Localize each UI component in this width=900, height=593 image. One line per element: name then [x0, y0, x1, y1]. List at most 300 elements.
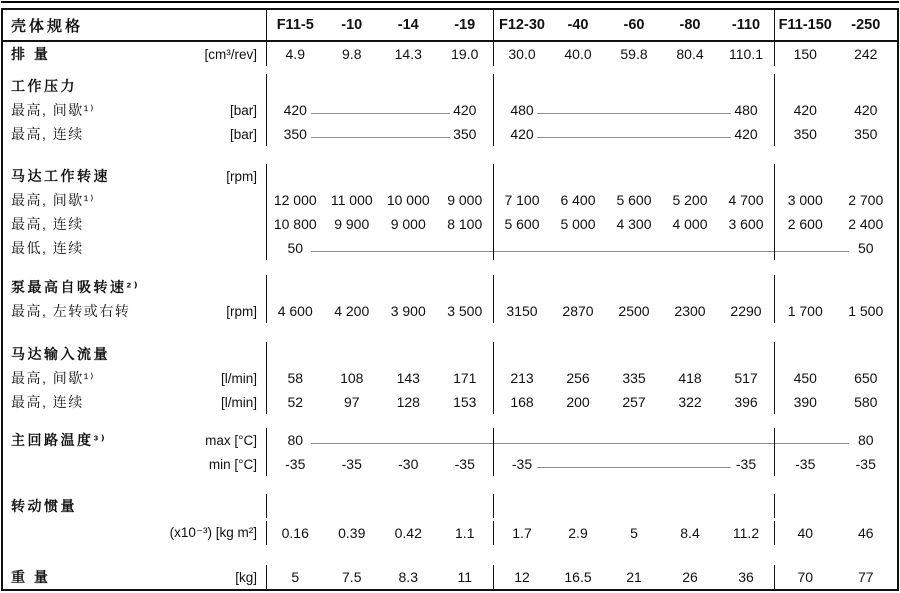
- row-label-cell: [3, 74, 266, 98]
- spec-value-cell: 1 500: [848, 303, 884, 319]
- continuation-rule: [649, 137, 731, 138]
- spec-value-cell: [494, 428, 550, 452]
- spec-row: [3, 494, 897, 518]
- spec-group-2: [493, 390, 774, 414]
- spec-group-1: [266, 188, 493, 212]
- spec-group-2: [493, 212, 774, 236]
- spec-group-1: [266, 74, 493, 98]
- row-label: 最高, 左转或右转: [11, 303, 131, 319]
- spec-group-3: [774, 366, 896, 390]
- spec-value-cell: [267, 342, 324, 366]
- spec-value-cell: 11.2: [732, 525, 760, 541]
- top-rule: [1, 1, 899, 3]
- spec-value-cell: [718, 275, 774, 299]
- spec-group-1: [266, 164, 493, 188]
- continuation-rule: [367, 137, 450, 138]
- spec-value-cell: [494, 236, 550, 260]
- spec-value-cell: [380, 122, 437, 146]
- spec-row: [3, 188, 897, 212]
- row-label: 转动惯量: [11, 498, 77, 514]
- row-label-cell: [3, 494, 266, 518]
- row-spacer: [3, 545, 897, 565]
- spec-group-1: [266, 494, 493, 518]
- row-label: 泵最高自吸转速²⁾: [11, 279, 141, 295]
- row-label: 最高, 连续: [11, 216, 84, 232]
- spec-value-cell: 30.0: [508, 46, 536, 62]
- spec-value-cell: 418: [678, 370, 702, 386]
- spec-value-cell: 7 100: [504, 192, 540, 208]
- spec-value-cell: [606, 428, 662, 452]
- spec-value-cell: 7.5: [342, 569, 362, 585]
- spec-group-1: [266, 452, 493, 476]
- spec-group-2: [493, 565, 774, 589]
- spec-value-cell: [836, 275, 897, 299]
- column-header-cell: -19: [454, 17, 476, 33]
- spec-value-cell: 5 000: [560, 216, 596, 232]
- spec-value-cell: [380, 164, 437, 188]
- spec-value-cell: [324, 236, 381, 260]
- spec-row: [3, 122, 897, 146]
- spec-value-cell: 5 600: [504, 216, 540, 232]
- spec-group-2: [493, 366, 774, 390]
- spec-value-cell: [380, 275, 437, 299]
- spec-value-cell: [662, 74, 718, 98]
- page-title: 壳体规格: [11, 17, 84, 35]
- spec-value-cell: [606, 494, 662, 518]
- spec-value-cell: [437, 494, 494, 518]
- spec-value-cell: 4 600: [277, 303, 313, 319]
- spec-group-2: [493, 10, 774, 40]
- row-label-cell: [3, 299, 266, 323]
- spec-value-cell: 0.42: [394, 525, 422, 541]
- spec-value-cell: 3 900: [390, 303, 426, 319]
- spec-group-1: [266, 10, 493, 40]
- spec-group-2: [493, 342, 774, 366]
- spec-value-cell: 322: [678, 394, 702, 410]
- spec-group-3: [774, 74, 896, 98]
- row-label-cell: [3, 366, 266, 390]
- spec-value-cell: 3 600: [728, 216, 764, 232]
- spec-value-cell: 2300: [674, 303, 706, 319]
- column-header-cell: -60: [623, 17, 645, 33]
- continuation-rule: [424, 443, 494, 444]
- row-unit: [rpm]: [226, 303, 257, 319]
- spec-row: [3, 275, 897, 299]
- spec-value-cell: 0.16: [281, 525, 309, 541]
- spec-value-cell: 40.0: [564, 46, 592, 62]
- spec-rows: [3, 42, 897, 589]
- row-label-cell: [3, 275, 266, 299]
- continuation-rule: [774, 251, 849, 252]
- spec-value-cell: 59.8: [620, 46, 648, 62]
- spec-value-cell: 2290: [730, 303, 762, 319]
- spec-value-cell: [718, 494, 774, 518]
- spec-group-2: [493, 275, 774, 299]
- spec-value-cell: [494, 74, 550, 98]
- spec-value-cell: [550, 428, 606, 452]
- row-unit: [bar]: [229, 102, 257, 118]
- spec-group-2: [493, 236, 774, 260]
- spec-group-2: [493, 521, 774, 545]
- spec-group-1: [266, 236, 493, 260]
- spec-row: [3, 565, 897, 589]
- spec-value-cell: 450: [793, 370, 817, 386]
- row-label: 最高, 间歇¹⁾: [11, 370, 95, 386]
- spec-value-cell: [437, 275, 494, 299]
- row-unit: [rpm]: [226, 168, 257, 184]
- row-label: 工作压力: [11, 78, 77, 94]
- spec-value-cell: [662, 342, 718, 366]
- spec-value-cell: 580: [854, 394, 878, 410]
- spec-value-cell: [494, 164, 550, 188]
- spec-value-cell: [550, 122, 606, 146]
- spec-value-cell: 350: [854, 126, 878, 142]
- spec-group-1: [266, 521, 493, 545]
- spec-value-cell: [775, 342, 836, 366]
- spec-value-cell: 171: [453, 370, 477, 386]
- row-label: 马达工作转速: [11, 168, 110, 184]
- spec-value-cell: [775, 236, 836, 260]
- spec-value-cell: [437, 428, 494, 452]
- spec-group-2: [493, 494, 774, 518]
- row-label: 重 量: [11, 569, 51, 585]
- spec-value-cell: [380, 494, 437, 518]
- row-spacer: [3, 146, 897, 164]
- spec-group-2: [493, 42, 774, 66]
- spec-row: [3, 390, 897, 414]
- spec-table: [1, 8, 899, 591]
- spec-value-cell: [437, 236, 494, 260]
- spec-value-cell: [550, 236, 606, 260]
- spec-value-cell: 650: [854, 370, 878, 386]
- spec-value-cell: 153: [453, 394, 477, 410]
- spec-row: [3, 74, 897, 98]
- column-header-cell: -14: [397, 17, 419, 33]
- spec-value-cell: 350: [283, 126, 307, 142]
- spec-group-3: [774, 494, 896, 518]
- spec-value-cell: 52: [287, 394, 304, 410]
- spec-group-3: [774, 188, 896, 212]
- spec-value-cell: 350: [453, 126, 477, 142]
- spec-value-cell: [380, 342, 437, 366]
- continuation-rule: [649, 467, 731, 468]
- spec-value-cell: 4 200: [334, 303, 370, 319]
- spec-value-cell: 420: [283, 102, 307, 118]
- column-header-cell: -110: [731, 17, 761, 33]
- continuation-rule: [649, 113, 731, 114]
- spec-value-cell: -35: [285, 456, 306, 472]
- spec-value-cell: [662, 98, 718, 122]
- spec-value-cell: [662, 122, 718, 146]
- spec-value-cell: [437, 342, 494, 366]
- spec-value-cell: [718, 236, 774, 260]
- spec-group-1: [266, 42, 493, 66]
- spec-group-3: [774, 10, 896, 40]
- spec-value-cell: [606, 164, 662, 188]
- spec-group-3: [774, 299, 896, 323]
- spec-value-cell: 19.0: [451, 46, 479, 62]
- spec-value-cell: [718, 428, 774, 452]
- spec-value-cell: 14.3: [394, 46, 422, 62]
- spec-value-cell: [550, 494, 606, 518]
- spec-value-cell: 5: [291, 569, 300, 585]
- spec-group-3: [774, 236, 896, 260]
- spec-value-cell: [662, 164, 718, 188]
- spec-value-cell: [324, 164, 381, 188]
- spec-value-cell: 3 500: [447, 303, 483, 319]
- spec-value-cell: 3150: [506, 303, 538, 319]
- spec-value-cell: 143: [396, 370, 420, 386]
- spec-row: [3, 42, 897, 66]
- spec-value-cell: 11: [457, 569, 473, 585]
- spec-value-cell: 4.9: [285, 46, 305, 62]
- spec-value-cell: [718, 342, 774, 366]
- row-label-cell: [3, 565, 266, 589]
- row-unit: [kg]: [235, 569, 257, 585]
- spec-group-1: [266, 366, 493, 390]
- row-unit: [bar]: [229, 126, 257, 142]
- spec-group-3: [774, 98, 896, 122]
- spec-value-cell: 390: [793, 394, 817, 410]
- column-header-cell: -80: [679, 17, 701, 33]
- spec-value-cell: [836, 342, 897, 366]
- continuation-rule: [367, 113, 450, 114]
- spec-value-cell: [662, 494, 718, 518]
- spec-value-cell: 2500: [618, 303, 650, 319]
- row-label-cell: [3, 452, 266, 476]
- spec-group-3: [774, 565, 896, 589]
- spec-value-cell: [550, 275, 606, 299]
- spec-value-cell: [324, 342, 381, 366]
- row-label-cell: [3, 122, 266, 146]
- spec-value-cell: 40: [797, 525, 814, 541]
- spec-value-cell: 420: [510, 126, 534, 142]
- spec-value-cell: [324, 98, 381, 122]
- row-label-cell: [3, 188, 266, 212]
- spec-value-cell: 80: [857, 432, 874, 448]
- spec-group-2: [493, 428, 774, 452]
- spec-value-cell: 335: [622, 370, 646, 386]
- spec-value-cell: 8.4: [680, 525, 700, 541]
- row-unit: (x10⁻³) [kg m²]: [169, 525, 257, 540]
- row-spacer: [3, 260, 897, 275]
- spec-value-cell: [662, 452, 718, 476]
- spec-group-1: [266, 390, 493, 414]
- row-unit: [l/min]: [220, 370, 257, 386]
- spec-value-cell: [267, 494, 324, 518]
- spec-value-cell: [606, 236, 662, 260]
- spec-value-cell: [662, 275, 718, 299]
- spec-value-cell: [550, 98, 606, 122]
- spec-value-cell: -30: [398, 456, 419, 472]
- spec-value-cell: [267, 164, 324, 188]
- spec-value-cell: 2 600: [787, 216, 823, 232]
- spec-value-cell: 110.1: [729, 46, 763, 62]
- spec-value-cell: [836, 494, 897, 518]
- column-header-cell: -250: [851, 17, 881, 33]
- row-spacer: [3, 414, 897, 428]
- spec-value-cell: 70: [797, 569, 814, 585]
- spec-value-cell: [718, 74, 774, 98]
- spec-value-cell: [775, 275, 836, 299]
- spec-group-3: [774, 122, 896, 146]
- spec-group-2: [493, 164, 774, 188]
- spec-value-cell: 9 000: [390, 216, 426, 232]
- continuation-rule: [774, 443, 849, 444]
- spec-value-cell: 80.4: [676, 46, 704, 62]
- row-label: 排 量: [11, 46, 51, 62]
- row-label: 马达输入流量: [11, 346, 110, 362]
- column-header-cell: -40: [567, 17, 589, 33]
- spec-group-3: [774, 521, 896, 545]
- spec-value-cell: 350: [793, 126, 817, 142]
- spec-value-cell: [606, 122, 662, 146]
- spec-value-cell: [836, 74, 897, 98]
- spec-row: [3, 342, 897, 366]
- spec-value-cell: -35: [735, 456, 757, 472]
- spec-value-cell: [550, 342, 606, 366]
- spec-value-cell: [606, 275, 662, 299]
- spec-value-cell: 420: [734, 126, 758, 142]
- spec-value-cell: 8 100: [447, 216, 483, 232]
- spec-value-cell: 5 600: [616, 192, 652, 208]
- header-row: [3, 10, 897, 42]
- spec-value-cell: 4 000: [672, 216, 708, 232]
- spec-value-cell: 97: [343, 394, 360, 410]
- spec-value-cell: [775, 74, 836, 98]
- spec-value-cell: [606, 342, 662, 366]
- row-label-cell: [3, 521, 266, 545]
- row-label-cell: [3, 98, 266, 122]
- spec-value-cell: 12 000: [273, 192, 317, 208]
- spec-value-cell: [718, 164, 774, 188]
- continuation-rule: [705, 251, 774, 252]
- spec-group-1: [266, 342, 493, 366]
- spec-value-cell: 36: [738, 569, 754, 585]
- spec-value-cell: 11 000: [330, 192, 373, 208]
- row-label-cell: [3, 212, 266, 236]
- spec-value-cell: 58: [287, 370, 304, 386]
- spec-group-2: [493, 299, 774, 323]
- spec-value-cell: 4 700: [728, 192, 764, 208]
- spec-row: [3, 164, 897, 188]
- spec-row: [3, 452, 897, 476]
- header-label-cell: [3, 10, 266, 40]
- spec-value-cell: 420: [854, 102, 878, 118]
- spec-value-cell: [324, 494, 381, 518]
- spec-value-cell: 5: [630, 525, 638, 541]
- spec-group-1: [266, 428, 493, 452]
- spec-value-cell: 480: [510, 102, 534, 118]
- spec-value-cell: [437, 74, 494, 98]
- row-label-cell: [3, 428, 266, 452]
- spec-value-cell: [437, 164, 494, 188]
- spec-row: [3, 212, 897, 236]
- spec-value-cell: -35: [795, 456, 816, 472]
- row-label: 主回路温度³⁾: [11, 432, 108, 448]
- spec-value-cell: 9 000: [447, 192, 483, 208]
- spec-value-cell: [662, 428, 718, 452]
- spec-value-cell: [550, 74, 606, 98]
- spec-value-cell: [606, 74, 662, 98]
- row-label: 最低, 连续: [11, 240, 84, 256]
- row-spacer: [3, 476, 897, 494]
- column-header-cell: -10: [341, 17, 363, 33]
- spec-value-cell: -35: [855, 456, 876, 472]
- spec-group-1: [266, 98, 493, 122]
- spec-value-cell: [775, 428, 836, 452]
- column-header-cell: F11-5: [276, 17, 314, 33]
- spec-row: [3, 366, 897, 390]
- spec-value-cell: 213: [510, 370, 534, 386]
- spec-value-cell: 16.5: [564, 569, 592, 585]
- row-label-cell: [3, 342, 266, 366]
- spec-value-cell: 200: [566, 394, 590, 410]
- spec-value-cell: 50: [287, 240, 304, 256]
- spec-value-cell: 128: [396, 394, 420, 410]
- spec-value-cell: [606, 98, 662, 122]
- spec-value-cell: 420: [793, 102, 817, 118]
- spec-value-cell: 9.8: [342, 46, 362, 62]
- spec-value-cell: 9 900: [334, 216, 370, 232]
- spec-value-cell: 256: [566, 370, 590, 386]
- spec-row: [3, 521, 897, 545]
- spec-row: [3, 299, 897, 323]
- spec-group-1: [266, 275, 493, 299]
- spec-value-cell: -35: [341, 456, 362, 472]
- spec-value-cell: 420: [453, 102, 477, 118]
- spec-value-cell: [267, 275, 324, 299]
- spec-group-3: [774, 164, 896, 188]
- spec-value-cell: 1.7: [512, 525, 532, 541]
- spec-value-cell: [836, 164, 897, 188]
- row-unit: [cm³/rev]: [204, 46, 257, 62]
- spec-value-cell: 396: [734, 394, 758, 410]
- spec-row: [3, 236, 897, 260]
- spec-group-1: [266, 212, 493, 236]
- spec-value-cell: 168: [510, 394, 534, 410]
- spec-value-cell: 26: [682, 569, 698, 585]
- row-unit: max [°C]: [205, 432, 257, 448]
- spec-value-cell: 257: [622, 394, 646, 410]
- row-label-cell: [3, 164, 266, 188]
- spec-value-cell: [494, 494, 550, 518]
- spec-value-cell: [775, 164, 836, 188]
- row-spacer: [3, 323, 897, 342]
- spec-group-2: [493, 98, 774, 122]
- spec-value-cell: 2 700: [848, 192, 884, 208]
- spec-value-cell: [380, 236, 437, 260]
- spec-value-cell: 46: [857, 525, 874, 541]
- spec-group-2: [493, 452, 774, 476]
- spec-group-1: [266, 565, 493, 589]
- spec-value-cell: 4 300: [616, 216, 652, 232]
- spec-row: [3, 98, 897, 122]
- row-label: 最高, 间歇¹⁾: [11, 102, 95, 118]
- spec-value-cell: [550, 164, 606, 188]
- spec-value-cell: 150: [793, 46, 817, 62]
- spec-group-2: [493, 74, 774, 98]
- spec-group-3: [774, 275, 896, 299]
- spec-value-cell: [380, 428, 437, 452]
- spec-group-1: [266, 299, 493, 323]
- spec-value-cell: [380, 98, 437, 122]
- spec-value-cell: 0.39: [338, 525, 366, 541]
- row-label: 最高, 连续: [11, 394, 84, 410]
- spec-value-cell: -35: [511, 456, 533, 472]
- spec-value-cell: 10 800: [273, 216, 317, 232]
- spec-value-cell: 2.9: [568, 525, 588, 541]
